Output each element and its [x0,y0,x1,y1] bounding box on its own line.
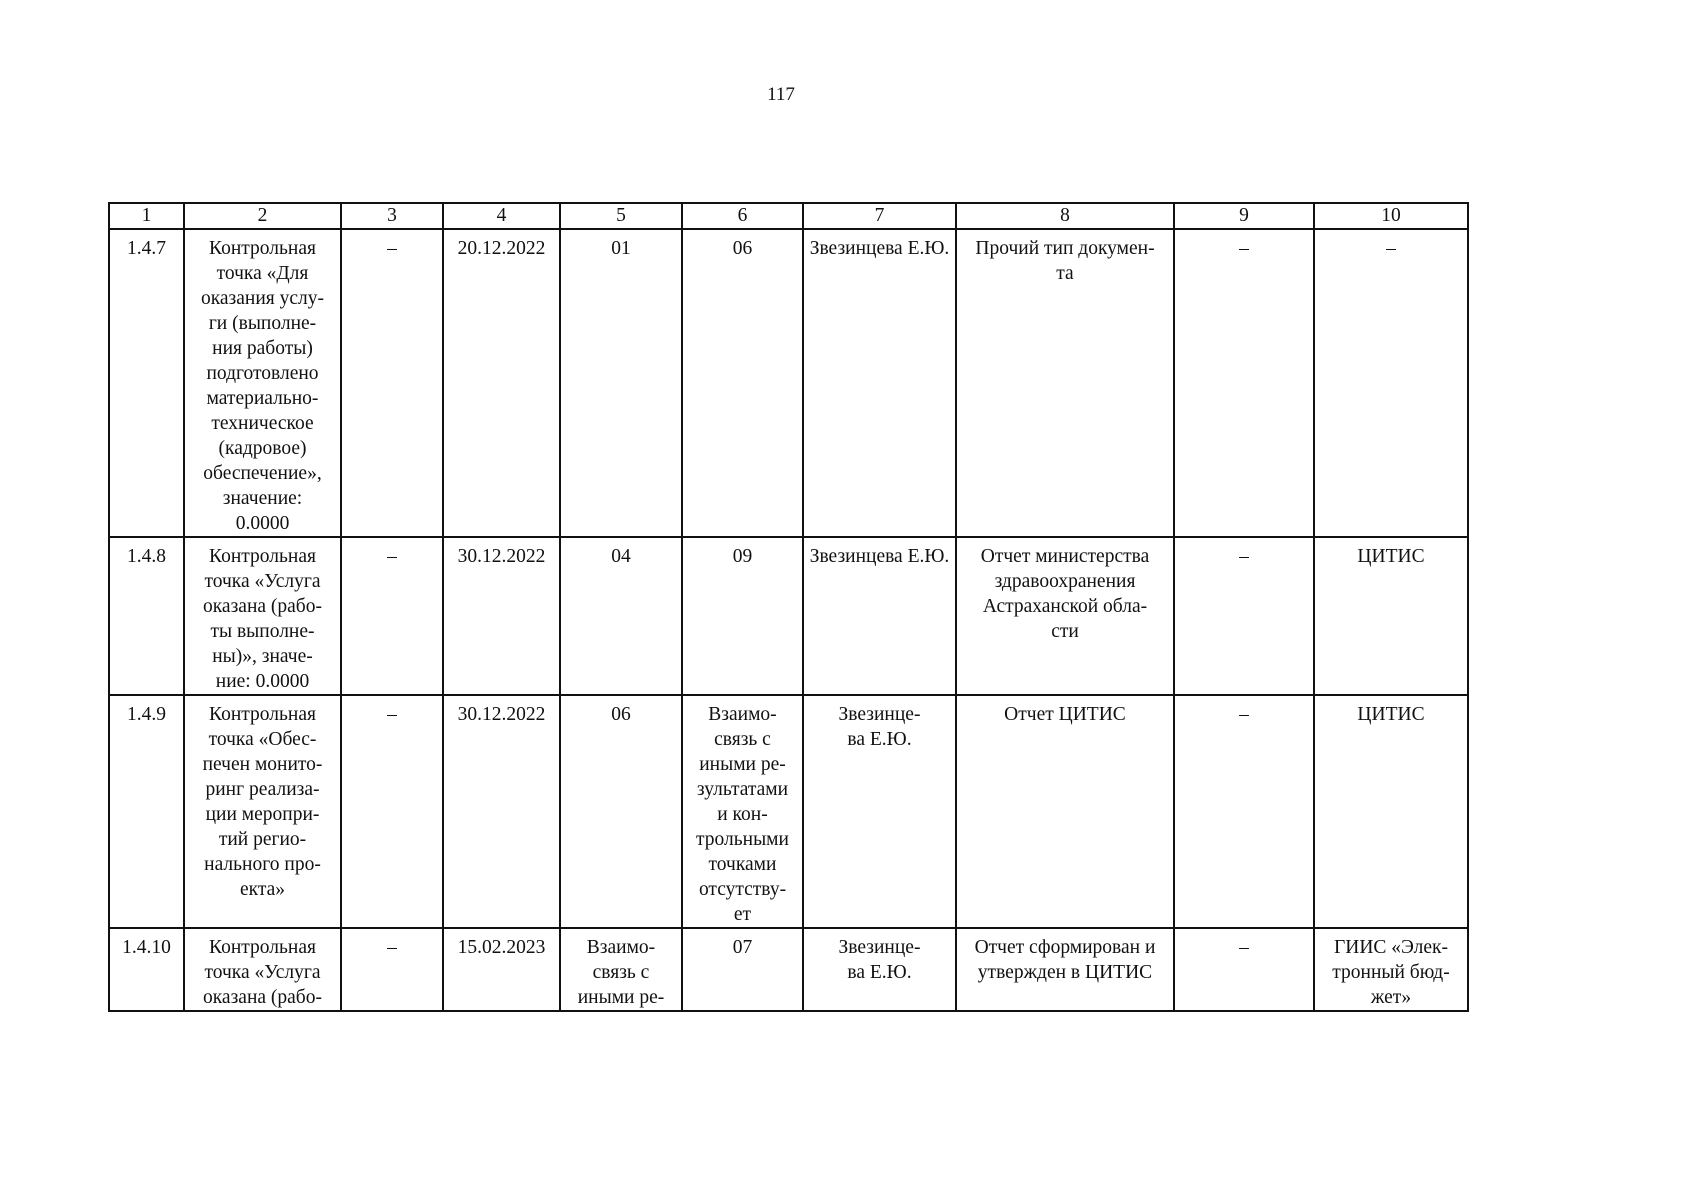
responsible-cell [803,928,956,1011]
row-number-text: 1.4.8 [127,546,166,567]
date-text: 30.12.2022 [457,704,546,725]
cell-col9-text: – [1239,937,1249,958]
information-system-cell [1314,928,1468,1011]
cell-col6-text: 07 [732,937,753,958]
document-type-text: Отчет министерства здравоохранения Астраханской обла- сти [980,546,1150,642]
cell-col9-text: – [1239,238,1249,259]
table-row [109,229,1468,537]
cell-col5-text: 01 [611,238,631,259]
document-type-cell [956,928,1174,1011]
control-point-name-text: Контрольная точка «Услуга оказана (рабо- [203,937,322,1008]
row-number [109,537,184,695]
row-number-text: 1.4.7 [127,238,166,259]
cell-col5 [560,229,682,537]
table-row [109,695,1468,928]
cell-col6-text: 09 [732,546,753,567]
column-header: 1 [109,203,184,229]
control-point-name-text: Контрольная точка «Обес- печен монито- ринг реализа- ции меропри- тий регио- нального про- екта» [202,704,323,900]
information-system-cell [1314,695,1468,928]
cell-col3-text: – [387,238,397,259]
cell-col3 [341,928,443,1011]
document-type-cell [956,537,1174,695]
cell-col3 [341,537,443,695]
information-system-cell [1314,229,1468,537]
control-point-name [184,695,341,928]
cell-col6 [682,695,803,928]
responsible-text: Звезинце- ва Е.Ю. [838,704,921,750]
cell-col5 [560,695,682,928]
responsible-text: Звезинцева Е.Ю. [809,546,950,567]
date-text: 20.12.2022 [457,238,546,259]
cell-col6-text: Взаимо- связь с иными ре- зультатами и кон- трольными точками отсутству- ет [696,704,789,925]
cell-col9-text: – [1239,546,1249,567]
column-header: 10 [1314,203,1468,229]
column-number-header-row [109,203,1468,229]
cell-col3 [341,695,443,928]
row-number-text: 1.4.10 [122,937,171,958]
cell-col5-text: 04 [611,546,631,567]
date-cell [443,537,560,695]
column-header: 7 [803,203,956,229]
control-point-name [184,229,341,537]
column-header: 9 [1174,203,1314,229]
information-system-text: ЦИТИС [1357,704,1425,725]
cell-col5-text: Взаимо- связь с иными ре- [577,937,665,1008]
document-type-cell [956,229,1174,537]
information-system-text: ЦИТИС [1357,546,1425,567]
responsible-text: Звезинце- ва Е.Ю. [838,937,921,983]
responsible-cell [803,537,956,695]
control-point-name [184,537,341,695]
column-header: 4 [443,203,560,229]
responsible-text: Звезинцева Е.Ю. [809,238,950,259]
row-number [109,695,184,928]
date-cell [443,928,560,1011]
date-cell [443,695,560,928]
cell-col9-text: – [1239,704,1249,725]
responsible-cell [803,695,956,928]
document-type-cell [956,695,1174,928]
cell-col5 [560,537,682,695]
date-text: 30.12.2022 [457,546,546,567]
document-type-text: Прочий тип докумен- та [975,238,1155,284]
column-header: 6 [682,203,803,229]
cell-col3 [341,229,443,537]
cell-col6-text: 06 [732,238,753,259]
row-number-text: 1.4.9 [127,704,166,725]
table-row [109,928,1468,1011]
column-header: 3 [341,203,443,229]
information-system-cell [1314,537,1468,695]
responsible-cell [803,229,956,537]
page-number: 117 [767,84,795,105]
information-system-text: – [1386,238,1396,259]
row-number [109,928,184,1011]
date-cell [443,229,560,537]
cell-col9 [1174,695,1314,928]
cell-col9 [1174,928,1314,1011]
cell-col3-text: – [387,546,397,567]
document-type-text: Отчет ЦИТИС [1004,704,1126,725]
control-points-table [108,202,1469,1012]
cell-col3-text: – [387,704,397,725]
control-point-name [184,928,341,1011]
control-point-name-text: Контрольная точка «Для оказания услу- ги (выполне- ния работы) подготовлено материально- техническое (кадровое) обеспечение», значение: 0.0000 [200,238,325,534]
document-type-text: Отчет сформирован и утвержден в ЦИТИС [974,937,1156,983]
cell-col3-text: – [387,937,397,958]
control-point-name-text: Контрольная точка «Услуга оказана (рабо- ты выполне- ны)», значе- ние: 0.0000 [203,546,322,692]
cell-col6 [682,928,803,1011]
cell-col6 [682,537,803,695]
column-header: 2 [184,203,341,229]
table-row [109,537,1468,695]
cell-col5 [560,928,682,1011]
row-number [109,229,184,537]
cell-col9 [1174,229,1314,537]
column-header: 8 [956,203,1174,229]
cell-col9 [1174,537,1314,695]
cell-col6 [682,229,803,537]
cell-col5-text: 06 [611,704,631,725]
column-header: 5 [560,203,682,229]
information-system-text: ГИИС «Элек- тронный бюд- жет» [1332,937,1450,1008]
date-text: 15.02.2023 [457,937,546,958]
